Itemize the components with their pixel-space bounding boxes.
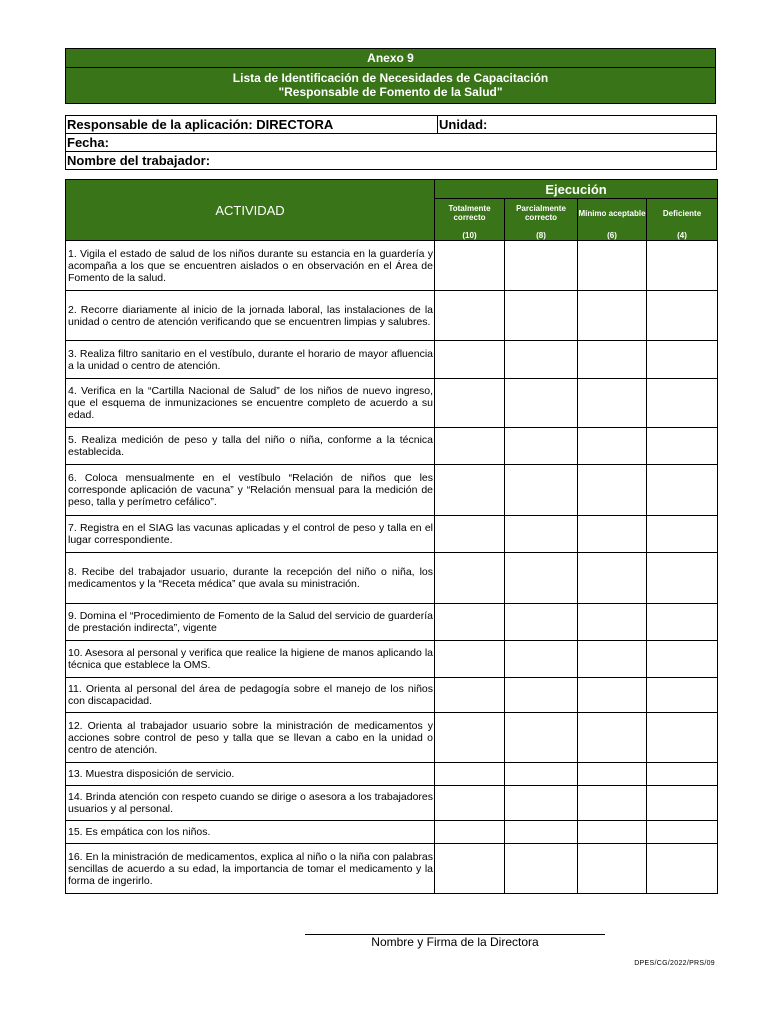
score-cell[interactable] — [578, 379, 647, 428]
column-header — [505, 199, 578, 241]
score-cell[interactable] — [505, 465, 578, 516]
score-cell[interactable] — [578, 465, 647, 516]
score-cell[interactable] — [435, 465, 505, 516]
unidad-field[interactable]: Unidad: — [438, 116, 717, 134]
score-cell[interactable] — [435, 821, 505, 844]
column-points: (6) — [607, 231, 617, 240]
activity-text: 5. Realiza medición de peso y talla del niño o niña, conforme a la técnica establecida. — [66, 428, 435, 465]
score-cell[interactable] — [435, 379, 505, 428]
score-cell[interactable] — [647, 516, 718, 553]
column-header — [435, 199, 505, 241]
score-cell[interactable] — [435, 713, 505, 763]
document-title: Lista de Identificación de Necesidades de Capacitación — [232, 71, 549, 85]
score-cell[interactable] — [435, 428, 505, 465]
score-cell[interactable] — [578, 678, 647, 713]
score-cell[interactable] — [578, 516, 647, 553]
score-cell[interactable] — [505, 678, 578, 713]
column-points: (8) — [536, 231, 546, 240]
score-cell[interactable] — [505, 786, 578, 821]
table-row — [66, 678, 718, 713]
activity-text: 15. Es empática con los niños. — [66, 821, 435, 844]
activity-text: 10. Asesora al personal y verifica que realice la higiene de manos aplicando la técnica que establece la OMS. — [66, 641, 435, 678]
ejecucion-header: Ejecución — [435, 180, 718, 199]
table-row — [66, 291, 718, 341]
document-subtitle: "Responsable de Fomento de la Salud" — [278, 85, 503, 99]
score-cell[interactable] — [505, 291, 578, 341]
activity-text: 13. Muestra disposición de servicio. — [66, 763, 435, 786]
score-cell[interactable] — [647, 291, 718, 341]
score-cell[interactable] — [505, 844, 578, 894]
score-cell[interactable] — [505, 241, 578, 291]
activities-table — [65, 179, 718, 894]
score-cell[interactable] — [435, 341, 505, 379]
column-label: Mínimo aceptable — [578, 208, 646, 218]
annex-header — [65, 48, 716, 104]
score-cell[interactable] — [435, 678, 505, 713]
score-cell[interactable] — [647, 641, 718, 678]
activity-text: 9. Domina el “Procedimiento de Fomento de la Salud del servicio de guardería de prestación indirecta”, vigente — [66, 604, 435, 641]
table-row — [66, 428, 718, 465]
activity-text: 16. En la ministración de medicamentos, explica al niño o la niña con palabras sencillas de acuerdo a su edad, la importancia de tomar el medicamento y la forma de ingerirlo. — [66, 844, 435, 894]
score-cell[interactable] — [578, 844, 647, 894]
signature-label: Nombre y Firma de la Directora — [371, 935, 539, 949]
score-cell[interactable] — [647, 763, 718, 786]
table-row — [66, 465, 718, 516]
nombre-trabajador-field[interactable]: Nombre del trabajador: — [66, 152, 717, 170]
activity-text: 7. Registra en el SIAG las vacunas aplicadas y el control de peso y talla en el lugar correspondiente. — [66, 516, 435, 553]
score-cell[interactable] — [435, 786, 505, 821]
activity-text: 3. Realiza filtro sanitario en el vestíbulo, durante el horario de mayor afluencia a la unidad o centro de atención. — [66, 341, 435, 379]
activity-text: 14. Brinda atención con respeto cuando se dirige o asesora a los trabajadores usuarios y al personal. — [66, 786, 435, 821]
column-label: Deficiente — [662, 208, 702, 218]
table-row — [66, 553, 718, 604]
actividad-header: ACTIVIDAD — [66, 180, 435, 241]
score-cell[interactable] — [505, 763, 578, 786]
table-row — [66, 379, 718, 428]
table-row — [66, 604, 718, 641]
score-cell[interactable] — [505, 553, 578, 604]
score-cell[interactable] — [435, 291, 505, 341]
table-row — [66, 641, 718, 678]
score-cell[interactable] — [578, 341, 647, 379]
score-cell[interactable] — [647, 604, 718, 641]
activity-text: 12. Orienta al trabajador usuario sobre la ministración de medicamentos y acciones sobre control de peso y talla que se llevan a cabo en la unidad o centro de atención. — [66, 713, 435, 763]
score-cell[interactable] — [505, 516, 578, 553]
column-points: (10) — [462, 231, 477, 240]
responsable-field[interactable]: Responsable de la aplicación: DIRECTORA — [66, 116, 438, 134]
score-cell[interactable] — [578, 786, 647, 821]
table-row — [66, 341, 718, 379]
score-cell[interactable] — [578, 291, 647, 341]
table-row — [66, 241, 718, 291]
score-cell[interactable] — [505, 341, 578, 379]
score-cell[interactable] — [435, 516, 505, 553]
activity-text: 11. Orienta al personal del área de pedagogía sobre el manejo de los niños con discapacidad. — [66, 678, 435, 713]
score-cell[interactable] — [435, 763, 505, 786]
table-row — [66, 516, 718, 553]
score-cell[interactable] — [435, 604, 505, 641]
column-header — [578, 199, 647, 241]
column-points: (4) — [677, 231, 687, 240]
activity-text: 4. Verifica en la “Cartilla Nacional de Salud” de los niños de nuevo ingreso, que el esquema de inmunizaciones se encuentre completo de acuerdo a su edad. — [66, 379, 435, 428]
column-header — [647, 199, 718, 241]
score-cell[interactable] — [578, 641, 647, 678]
column-label: Totalmente correcto — [448, 204, 491, 222]
column-label: Parcialmente correcto — [516, 204, 566, 222]
score-cell[interactable] — [647, 678, 718, 713]
score-cell[interactable] — [578, 713, 647, 763]
score-cell[interactable] — [435, 553, 505, 604]
score-cell[interactable] — [647, 341, 718, 379]
score-cell[interactable] — [647, 553, 718, 604]
info-table — [65, 115, 717, 170]
score-cell[interactable] — [505, 379, 578, 428]
fecha-field[interactable]: Fecha: — [66, 134, 717, 152]
score-cell[interactable] — [647, 428, 718, 465]
score-cell[interactable] — [435, 641, 505, 678]
score-cell[interactable] — [505, 604, 578, 641]
score-cell[interactable] — [647, 713, 718, 763]
table-row — [66, 786, 718, 821]
score-cell[interactable] — [647, 465, 718, 516]
table-row — [66, 713, 718, 763]
score-cell[interactable] — [578, 241, 647, 291]
score-cell[interactable] — [505, 641, 578, 678]
score-cell[interactable] — [505, 713, 578, 763]
score-cell[interactable] — [647, 379, 718, 428]
table-row — [66, 821, 718, 844]
score-cell[interactable] — [647, 241, 718, 291]
score-cell[interactable] — [505, 821, 578, 844]
document-code: DPES/CG/2022/PRS/09 — [634, 960, 715, 967]
score-cell[interactable] — [578, 428, 647, 465]
table-row — [66, 763, 718, 786]
activity-text: 8. Recibe del trabajador usuario, durante la recepción del niño o niña, los medicamentos y la “Receta médica” que avala su ministración. — [66, 553, 435, 604]
table-row — [66, 844, 718, 894]
score-cell[interactable] — [647, 786, 718, 821]
score-cell[interactable] — [435, 844, 505, 894]
activity-text: 2. Recorre diariamente al inicio de la jornada laboral, las instalaciones de la unidad o centro de atención verificando que se encuentren limpias y salubres. — [66, 291, 435, 341]
score-cell[interactable] — [578, 553, 647, 604]
score-cell[interactable] — [647, 844, 718, 894]
score-cell[interactable] — [578, 604, 647, 641]
score-cell[interactable] — [435, 241, 505, 291]
score-cell[interactable] — [578, 763, 647, 786]
activity-text: 1. Vigila el estado de salud de los niños durante su estancia en la guardería y acompaña a los que se encuentren aislados o en observación en el Área de Fomento de la salud. — [66, 241, 435, 291]
score-cell[interactable] — [578, 821, 647, 844]
activity-text: 6. Coloca mensualmente en el vestíbulo “Relación de niños que les corresponde aplicación de vacuna” y “Relación mensual para la medición de peso, talla y perímetro cefálico”. — [66, 465, 435, 516]
score-cell[interactable] — [505, 428, 578, 465]
score-cell[interactable] — [647, 821, 718, 844]
annex-number: Anexo 9 — [66, 49, 715, 68]
